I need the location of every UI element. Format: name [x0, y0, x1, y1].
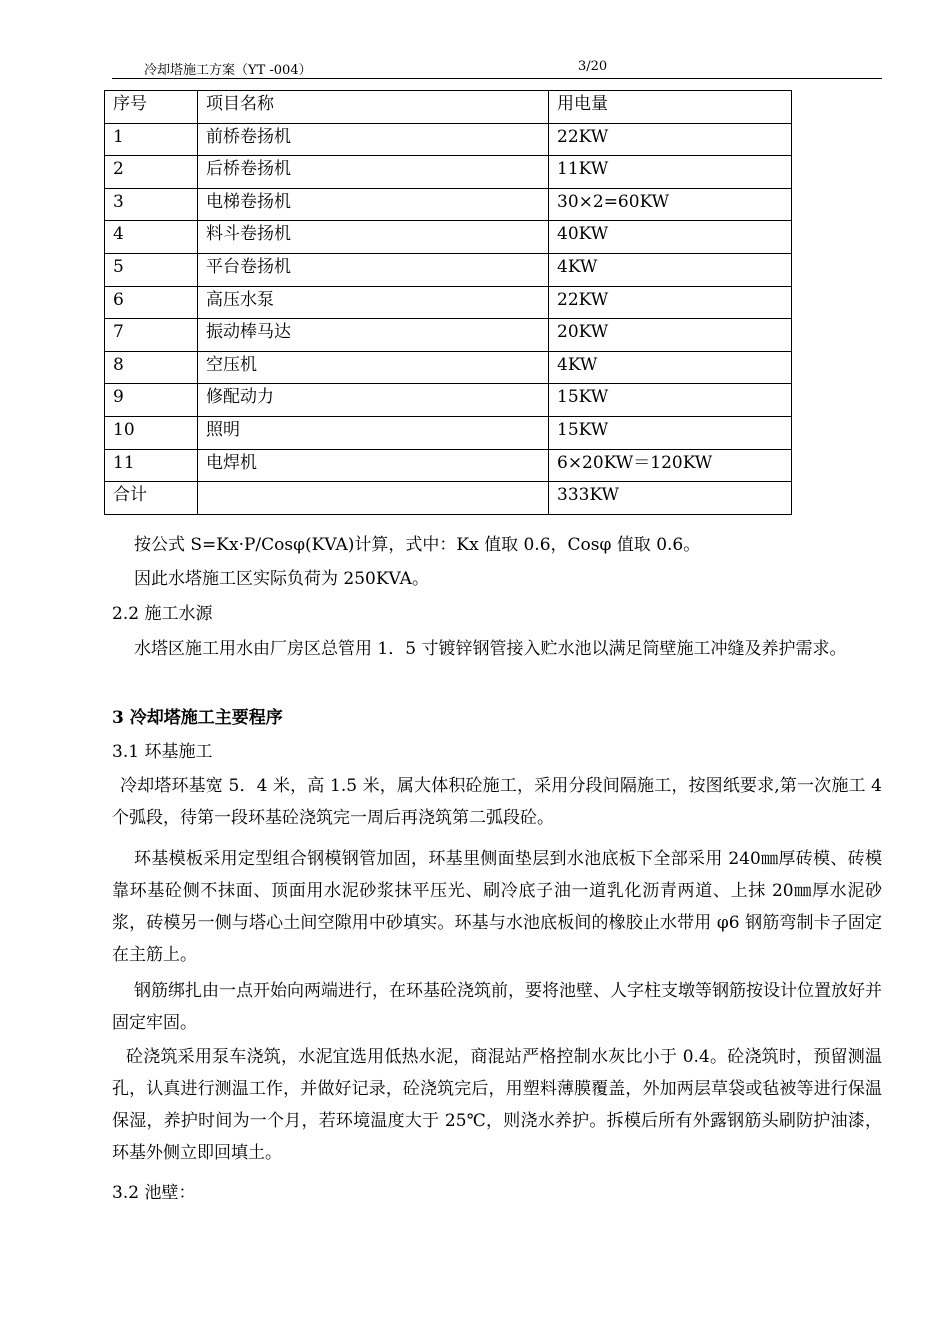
row-index-cell: 8	[105, 351, 198, 384]
row-index-cell: 11	[105, 449, 198, 482]
ring-paragraph-1: 冷却塔环基宽 5．4 米，高 1.5 米，属大体积砼施工，采用分段间隔施工，按图纸要求,第一次施工 4 个弧段，待第一段环基砼浇筑完一周后再浇筑第二弧段砼。	[112, 776, 882, 828]
row-index-cell: 1	[105, 123, 198, 156]
row-power-cell: 22KW	[549, 123, 792, 156]
row-item-cell: 照明	[198, 416, 549, 449]
water-paragraph: 水塔区施工用水由厂房区总管用 1．5 寸镀锌钢管接入贮水池以满足筒壁施工冲缝及养护需求。	[134, 639, 847, 659]
row-item-cell: 前桥卷扬机	[198, 123, 549, 156]
row-power-cell: 15KW	[549, 384, 792, 417]
row-power-cell: 4KW	[549, 351, 792, 384]
table-row	[105, 156, 792, 189]
table-row	[105, 221, 792, 254]
ring-paragraph-3: 钢筋绑扎由一点开始向两端进行，在环基砼浇筑前，要将池壁、人字柱支墩等钢筋按设计位置放好并固定牢固。	[112, 981, 882, 1033]
row-index-cell: 7	[105, 319, 198, 352]
row-item-cell: 空压机	[198, 351, 549, 384]
row-index-cell: 10	[105, 416, 198, 449]
table-row	[105, 384, 792, 417]
table-row	[105, 123, 792, 156]
section-3-1-heading: 3.1 环基施工	[112, 742, 213, 762]
row-item-cell: 平台卷扬机	[198, 253, 549, 286]
row-power-cell: 30×2=60KW	[549, 188, 792, 221]
row-power-cell: 22KW	[549, 286, 792, 319]
formula-paragraph: 按公式 S=Kx·P/Cosφ(KVA)计算，式中：Kx 值取 0.6，Cosφ 值取 0.6。	[134, 535, 701, 555]
row-index-cell: 4	[105, 221, 198, 254]
row-index-cell: 9	[105, 384, 198, 417]
row-power-cell: 6×20KW＝120KW	[549, 449, 792, 482]
header-cell-index: 序号	[105, 91, 198, 124]
row-index-cell: 合计	[105, 482, 198, 515]
section-3-2-heading: 3.2 池壁：	[112, 1183, 196, 1203]
row-item-cell: 修配动力	[198, 384, 549, 417]
section-3-heading: 3 冷却塔施工主要程序	[112, 708, 283, 728]
row-item-cell	[198, 482, 549, 515]
row-power-cell: 333KW	[549, 482, 792, 515]
header-cell-power: 用电量	[549, 91, 792, 124]
row-index-cell: 5	[105, 253, 198, 286]
row-power-cell: 4KW	[549, 253, 792, 286]
row-item-cell: 电梯卷扬机	[198, 188, 549, 221]
table-row	[105, 319, 792, 352]
ring-paragraph-2: 环基模板采用定型组合钢模钢管加固，环基里侧面垫层到水池底板下全部采用 240㎜厚砖模、砖模靠环基砼侧不抹面、顶面用水泥砂浆抹平压光、刷冷底子油一道乳化沥青两道、上抹 20㎜厚水泥砂浆，砖模另一侧与塔心土间空隙用中砂填实。环基与水池底板间的橡胶止水带用 φ6 钢筋弯制卡子固定在主筋上。	[112, 849, 882, 965]
page-number: 3/20	[578, 59, 608, 74]
row-item-cell: 电焊机	[198, 449, 549, 482]
table-header-row	[105, 91, 792, 124]
row-index-cell: 2	[105, 156, 198, 189]
document-title: 冷却塔施工方案（YT -004）	[144, 63, 312, 78]
table-row	[105, 449, 792, 482]
row-item-cell: 后桥卷扬机	[198, 156, 549, 189]
row-power-cell: 11KW	[549, 156, 792, 189]
table-row	[105, 188, 792, 221]
ring-paragraph-4: 砼浇筑采用泵车浇筑，水泥宜选用低热水泥，商混站严格控制水灰比小于 0.4。砼浇筑时，预留测温孔，认真进行测温工作，并做好记录，砼浇筑完后，用塑料薄膜覆盖，外加两层草袋或毡被等进行保温保湿，养护时间为一个月，若环境温度大于 25℃，则浇水养护。拆模后所有外露钢筋头刷防护油漆，环基外侧立即回填土。	[112, 1047, 883, 1163]
table-row	[105, 253, 792, 286]
header-cell-item: 项目名称	[198, 91, 549, 124]
table-row	[105, 286, 792, 319]
page-header	[112, 58, 882, 79]
load-result-paragraph: 因此水塔施工区实际负荷为 250KVA。	[134, 569, 429, 589]
row-item-cell: 料斗卷扬机	[198, 221, 549, 254]
table-row	[105, 351, 792, 384]
table-row	[105, 416, 792, 449]
row-index-cell: 6	[105, 286, 198, 319]
section-2-2-heading: 2.2 施工水源	[112, 604, 213, 624]
row-power-cell: 20KW	[549, 319, 792, 352]
row-power-cell: 15KW	[549, 416, 792, 449]
row-item-cell: 高压水泵	[198, 286, 549, 319]
power-load-table	[104, 90, 792, 515]
table-row	[105, 482, 792, 515]
row-index-cell: 3	[105, 188, 198, 221]
row-item-cell: 振动棒马达	[198, 319, 549, 352]
row-power-cell: 40KW	[549, 221, 792, 254]
